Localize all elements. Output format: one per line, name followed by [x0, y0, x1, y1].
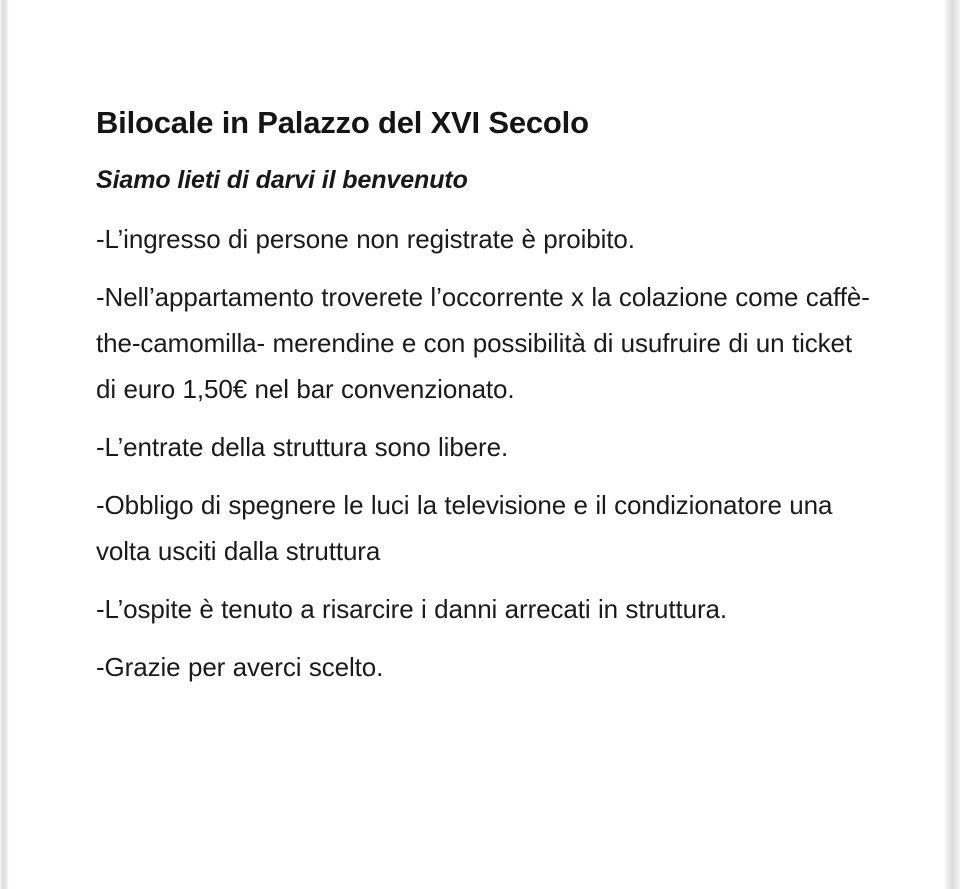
page-right-edge-shadow: [944, 0, 960, 889]
rule-paragraph: -Obbligo di spegnere le luci la televisione e il condizionatore una volta usciti dalla struttura: [96, 490, 833, 566]
rule-paragraph: -Grazie per averci scelto.: [96, 652, 384, 682]
rule-paragraph: -L’ospite è tenuto a risarcire i danni arrecati in struttura.: [96, 594, 728, 624]
rule-paragraph: -L’entrate della struttura sono libere.: [96, 432, 509, 462]
page-title: Bilocale in Palazzo del XVI Secolo: [96, 105, 589, 140]
rule-paragraph: -Nell’appartamento troverete l’occorrente x la colazione come caffè- the-camomilla- merendine e con possibilità di usufruire di un ticket di euro 1,50€ nel bar convenzionato.: [96, 282, 870, 404]
page-subtitle: Siamo lieti di darvi il benvenuto: [96, 165, 468, 194]
document-page: [9, 0, 944, 889]
document-body: [96, 104, 876, 690]
rule-paragraph: -L’ingresso di persone non registrate è proibito.: [96, 224, 635, 254]
page-left-edge-shadow: [0, 0, 9, 889]
